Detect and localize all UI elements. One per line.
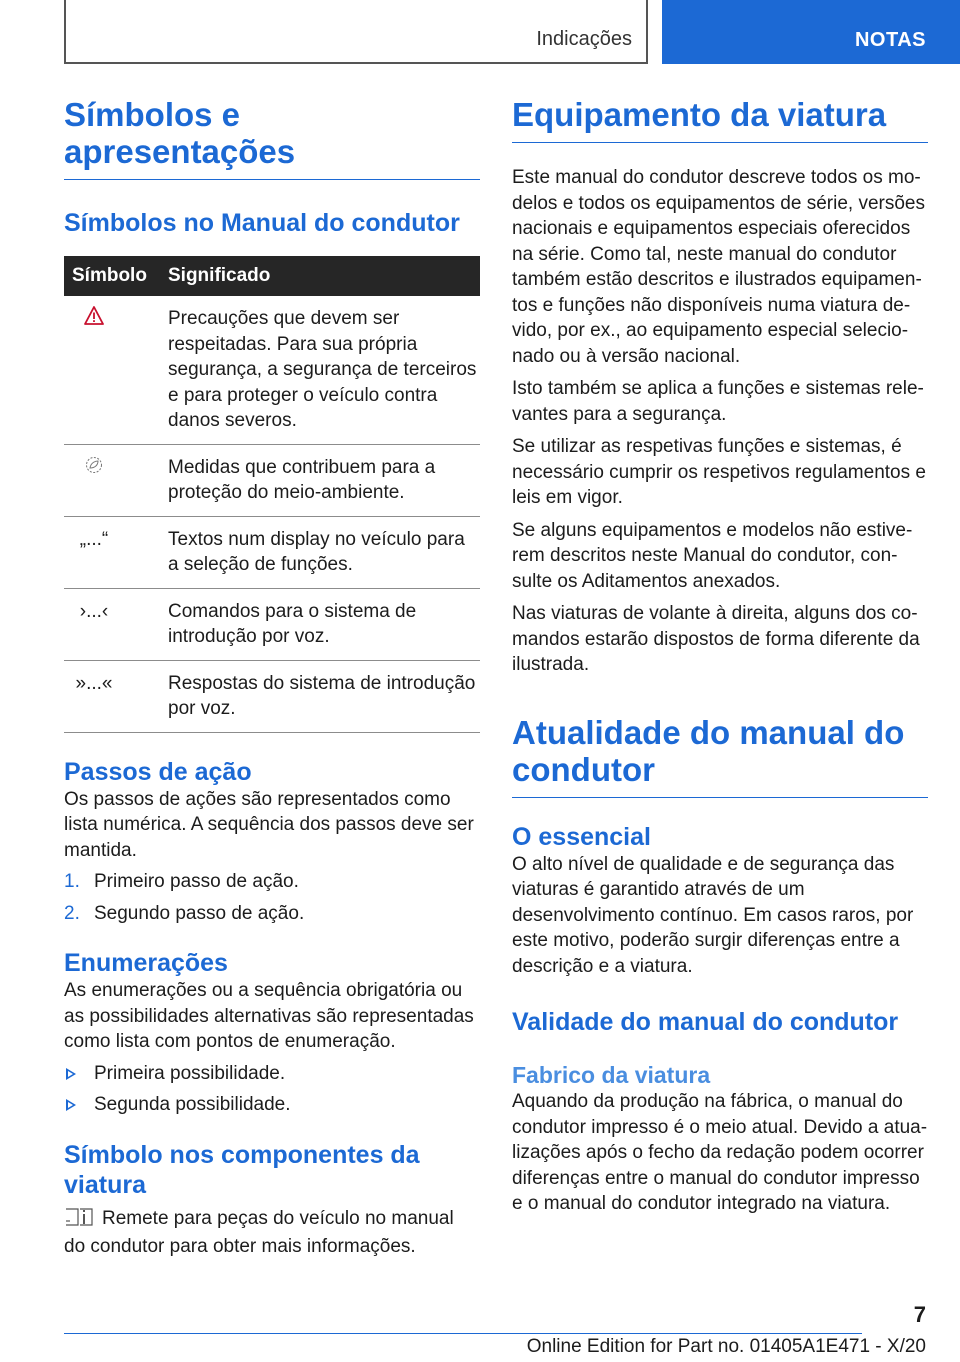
paragraph-vehicle-production: Aquando da produção na fábrica, o manual do condutor impresso é o meio atual. Devido a atualizações após o fecho da redação podem ocorrer diferenças entre o manual do condutor impresso e o manual do condutor integrado na viatura. xyxy=(512,1091,928,1214)
table-header-row xyxy=(64,256,480,296)
vehicle-components-text: Remete para peças do veículo no manual do condutor para obter mais informações. xyxy=(64,1207,454,1257)
paragraph-vehicle-components xyxy=(64,1206,480,1260)
left-column xyxy=(64,96,480,1260)
table-cell-symbol: „...“ xyxy=(79,528,109,550)
symbols-table xyxy=(64,256,480,733)
paragraph: Nas viaturas de volante à direita, alguns dos comandos estarão dispostos de forma diferente da ilustrada. xyxy=(512,603,920,675)
list-item xyxy=(64,901,480,927)
heading-action-steps: Passos de ação xyxy=(64,757,252,786)
bullet-text: Primeira possibilidade. xyxy=(94,1062,286,1084)
heading-validity: Validade do manual do condutor xyxy=(512,1008,899,1036)
paragraph-action-steps: Os passos de ações são representados como lista numérica. A sequência dos passos deve ser mantida. xyxy=(64,788,474,861)
table-row xyxy=(64,444,480,516)
table-row xyxy=(64,296,480,444)
heading-essential: O essencial xyxy=(512,822,651,851)
header-tab-label: NOTAS xyxy=(854,29,926,51)
right-column xyxy=(512,96,928,1217)
footer-divider xyxy=(64,1333,862,1334)
step-text: Primeiro passo de ação. xyxy=(94,871,299,892)
table-cell-meaning: Respostas do sistema de introdução por voz. xyxy=(164,660,480,732)
title-equipment: Equipamento da viatura xyxy=(512,96,928,143)
steps-list xyxy=(64,869,480,926)
title-manual-currency: Atualidade do manual do condutor xyxy=(512,714,928,798)
bullet-list xyxy=(64,1061,480,1118)
table-cell-meaning: Textos num display no veículo para a seleção de funções. xyxy=(164,516,480,588)
warning-triangle-icon xyxy=(72,306,116,333)
paragraph: Se alguns equipamentos e modelos não estiverem descritos neste Manual do condutor, consulte os Aditamentos anexados. xyxy=(512,519,913,592)
table-header-meaning: Significado xyxy=(164,256,480,296)
step-number: 1. xyxy=(64,871,80,892)
environment-leaf-icon xyxy=(72,455,116,483)
bullet-text: Segunda possibilidade. xyxy=(94,1094,291,1115)
table-cell-meaning: Precauções que devem ser respeitadas. Para sua própria segurança, a segurança de terceiros e para proteger o veículo contra danos severos. xyxy=(164,296,480,444)
list-item xyxy=(64,869,480,895)
step-number: 2. xyxy=(64,902,80,924)
triangle-bullet-icon xyxy=(66,1099,76,1111)
paragraph-enumerations: As enumerações ou a sequência obrigatória ou as possibilidades alternativas são representadas como lista com pontos de enumeração. xyxy=(64,980,474,1052)
paragraph: Se utilizar as respetivas funções e sistemas, é necessário cumprir os respetivos regulamentos e leis em vigor. xyxy=(512,436,926,508)
table-cell-meaning: Comandos para o sistema de introdução por voz. xyxy=(164,588,480,660)
table-row xyxy=(64,516,480,588)
heading-symbols-manual: Símbolos no Manual do condutor xyxy=(64,209,460,237)
page-number: 7 xyxy=(913,1302,926,1327)
table-header-symbol: Símbolo xyxy=(64,256,164,296)
table-row xyxy=(64,588,480,660)
table-cell-symbol: ›...‹ xyxy=(79,600,109,622)
footer-edition: Online Edition for Part no. 01405A1E471 - X/20 xyxy=(526,1336,926,1357)
table-cell-meaning: Medidas que contribuem para a proteção do meio-ambiente. xyxy=(164,444,480,516)
paragraph: Este manual do condutor descreve todos os modelos e todos os equipamentos de série, versões nacionais e equipamentos especiais oferecidos na série. Como tal, neste manual do condutor também estão descritos e ilustrados equipamentos e funções não disponíveis numa viatura devido, por ex., ao equipamento especial selecionado ou à versão nacional. xyxy=(512,167,925,367)
header-box xyxy=(64,0,648,64)
equipment-paragraphs xyxy=(512,165,928,678)
heading-enumerations: Enumerações xyxy=(64,949,228,977)
header-section: Indicações xyxy=(536,28,632,50)
triangle-bullet-icon xyxy=(66,1068,76,1080)
heading-vehicle-components: Símbolo nos componentes da viatura xyxy=(64,1140,420,1199)
list-item xyxy=(64,1061,480,1087)
paragraph-essential: O alto nível de qualidade e de segurança das viaturas é garantido através de um desenvolvimento contínuo. Em casos raros, por este motivo, poderão surgir diferenças entre a descrição e a viatura. xyxy=(512,853,914,977)
table-row xyxy=(64,660,480,732)
title-symbols: Símbolos e apresentações xyxy=(64,96,480,180)
list-item xyxy=(64,1092,480,1118)
step-text: Segundo passo de ação. xyxy=(94,902,305,924)
book-reference-icon xyxy=(64,1207,94,1235)
paragraph: Isto também se aplica a funções e sistemas relevantes para a segurança. xyxy=(512,378,924,425)
header-tab xyxy=(662,0,960,64)
table-cell-symbol: »...« xyxy=(75,672,113,694)
heading-vehicle-production: Fabrico da viatura xyxy=(512,1062,711,1088)
